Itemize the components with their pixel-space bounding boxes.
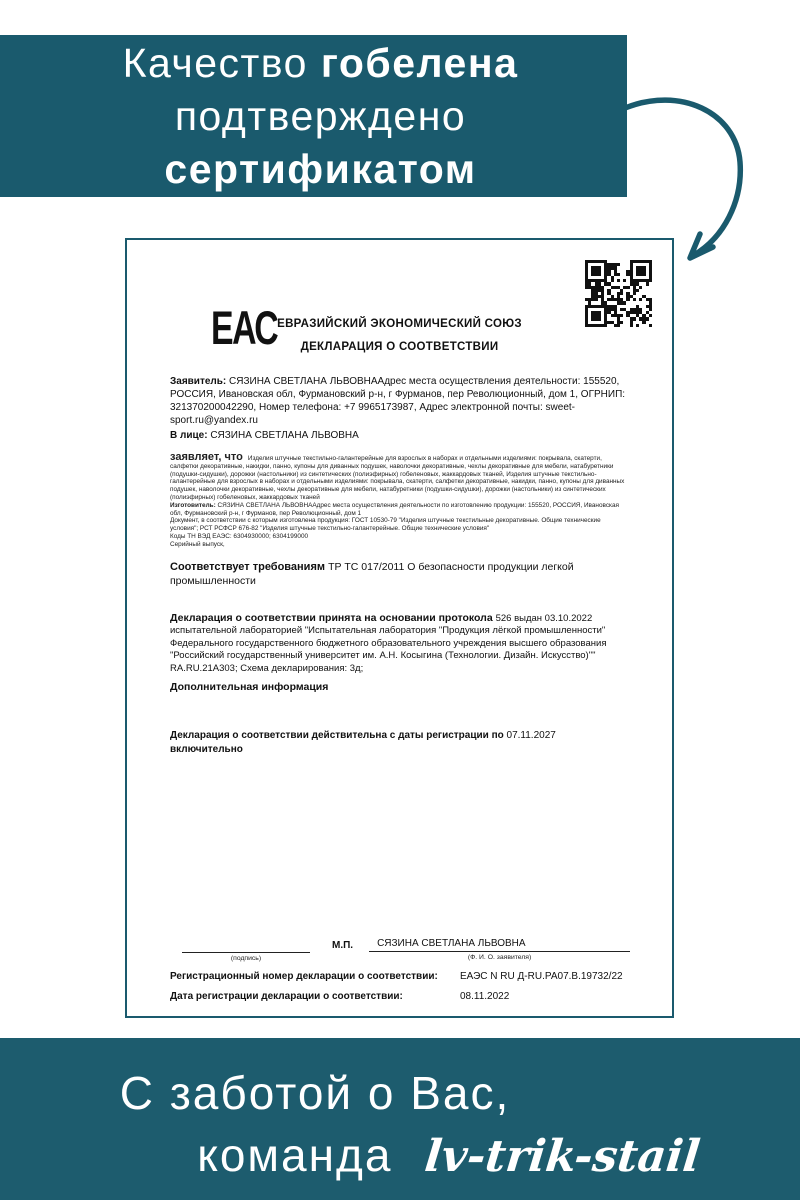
registration-number-row [170, 971, 630, 982]
additional-info-label: Дополнительная информация [170, 681, 329, 694]
certificate-document [125, 238, 674, 1018]
bottom-banner-team-text: команда [197, 1129, 393, 1181]
registration-date-row [170, 991, 630, 1002]
validity-date: 07.11.2027 [506, 730, 556, 742]
complies-paragraph [170, 560, 629, 588]
qr-code [585, 260, 652, 327]
complies-label: Соответствует требованиям [170, 560, 329, 573]
basis-label: Декларация о соответствии принята на основании протокола [170, 611, 496, 624]
certificate-header-line1: ЕВРАЗИЙСКИЙ ЭКОНОМИЧЕСКИЙ СОЮЗ [277, 318, 522, 330]
applicant-label: Заявитель: [170, 376, 230, 387]
declares-label: заявляет, что [170, 451, 243, 463]
bottom-banner-line2 [0, 1128, 703, 1182]
eac-mark-icon: ЕАС [211, 301, 278, 354]
validity-label: Декларация о соответствии действительна с даты регистрации по [170, 730, 507, 742]
banner-line-2: подтверждено [174, 92, 467, 139]
banner-line-1 [14, 37, 627, 90]
validity-suffix: включительно [170, 744, 243, 756]
declares-paragraph [170, 451, 629, 502]
registration-number-value: ЕАЭС N RU Д-RU.РА07.В.19732/22 [460, 971, 623, 982]
in-person-line [170, 429, 629, 442]
signature-field [182, 938, 310, 962]
codes-line: Коды ТН ВЭД ЕАЭС: 6304930000; 6304199000 [170, 532, 309, 540]
registration-number-label: Регистрационный номер декларации о соответствии: [170, 971, 438, 982]
document-paragraph: Документ, в соответствии с которым изготовлена продукция: ГОСТ 10530-79 "Изделия штучные текстильные декоративные. Общие технические условия"; РСТ РСФСР 676-82 "Изделия штучные текстильно-галантерейные. Общие технические условия" [170, 517, 601, 533]
manufacturer-paragraph [170, 502, 629, 518]
top-banner [0, 35, 627, 197]
serial-line: Серийный выпуск, [170, 540, 225, 548]
in-person-label: В лице: [170, 430, 211, 441]
in-person-text: СЯЗИНА СВЕТЛАНА ЛЬВОВНА [210, 430, 359, 441]
signature-caption: (подпись) [230, 955, 262, 962]
signature-line [182, 952, 310, 953]
validity-paragraph [170, 729, 629, 757]
signature-row [182, 938, 630, 962]
signer-name-field [369, 938, 630, 961]
complies-text: ТР ТС 017/2011 О безопасности продукции легкой промышленности [170, 560, 574, 587]
applicant-text: СЯЗИНА СВЕТЛАНА ЛЬВОВНААдрес места осуществления деятельности: 155520, РОССИЯ, Ивановская обл, Фурмановский р-н, г Фурманов, пер Революционный, дом 1, ОГРНИП: 321370200042290, Номер телефона: +7 9965173987, Адрес электронной почты: sweet-sport.ru@yandex.ru [170, 376, 626, 426]
basis-text: 526 выдан 03.10.2022 испытательной лабораторией "Испытательная лаборатория "Продукция лёгкой промышленности" Федерального государственного бюджетного образовательного учреждения высшего образования "Российский государственный университет им. А.Н. Косыгина (Технологии. Дизайн. Искусство)"" RA.RU.21А303; Схема декларирования: 3д; [170, 612, 607, 674]
registration-date-label: Дата регистрации декларации о соответствии: [170, 991, 403, 1002]
registration-date-value: 08.11.2022 [460, 991, 510, 1002]
basis-paragraph [170, 612, 629, 676]
bottom-banner [0, 1038, 800, 1200]
declares-text: Изделия штучные текстильно-галантерейные для взрослых в наборах и отдельными изделиями: покрывала, скатерти, салфетки декоративные, накидки, панно, купоны для диванных подушек, наволочки декоративные, чехлы декоративные для мебели, натабуретники (подушки-сидушки), дорожки (настольники) из синтетических (полиэфирных) гобеленовых, жаккардовых тканей, Изделия штучные текстильно-галантерейные для взрослых в наборах и отдельными изделиями: покрывала, скатерти, салфетки декоративные, накидки, панно, купоны для диванных подушек, наволочки декоративные, чехлы декоративные для мебели, натабуретники (подушки-сидушки), дорожки (настольники) из синтетических (полиэфирных) гобеленовых, жаккардовых тканей [170, 455, 625, 501]
signer-name-line [369, 951, 630, 952]
certificate-body [127, 375, 672, 757]
certificate-bottom-block [127, 938, 672, 1002]
mp-stamp-label: М.П. [332, 940, 354, 951]
manufacturer-label: Изготовитель: [170, 501, 218, 509]
certificate-header-line2: ДЕКЛАРАЦИЯ О СООТВЕТСТВИИ [300, 341, 499, 353]
bottom-banner-line1: С заботой о Вас, [119, 1067, 511, 1119]
banner-line1-bold: гобелена [320, 39, 519, 86]
applicant-paragraph [170, 375, 629, 427]
manufacturer-text: СЯЗИНА СВЕТЛАНА ЛЬВОВНААдрес места осуществления деятельности по изготовлению продукции: 155520, РОССИЯ, Ивановская обл, Фурмановский р-н, г Фурманов, пер Революционный, дом 1 [170, 501, 619, 517]
banner-line-3: сертификатом [164, 145, 477, 192]
fio-caption: (Ф. И. О. заявителя) [467, 954, 532, 961]
banner-line1-regular: Качество [122, 39, 321, 86]
signer-name: СЯЗИНА СВЕТЛАНА ЛЬВОВНА [377, 938, 526, 949]
brand-signature: lv-trik-stail [422, 1131, 703, 1182]
